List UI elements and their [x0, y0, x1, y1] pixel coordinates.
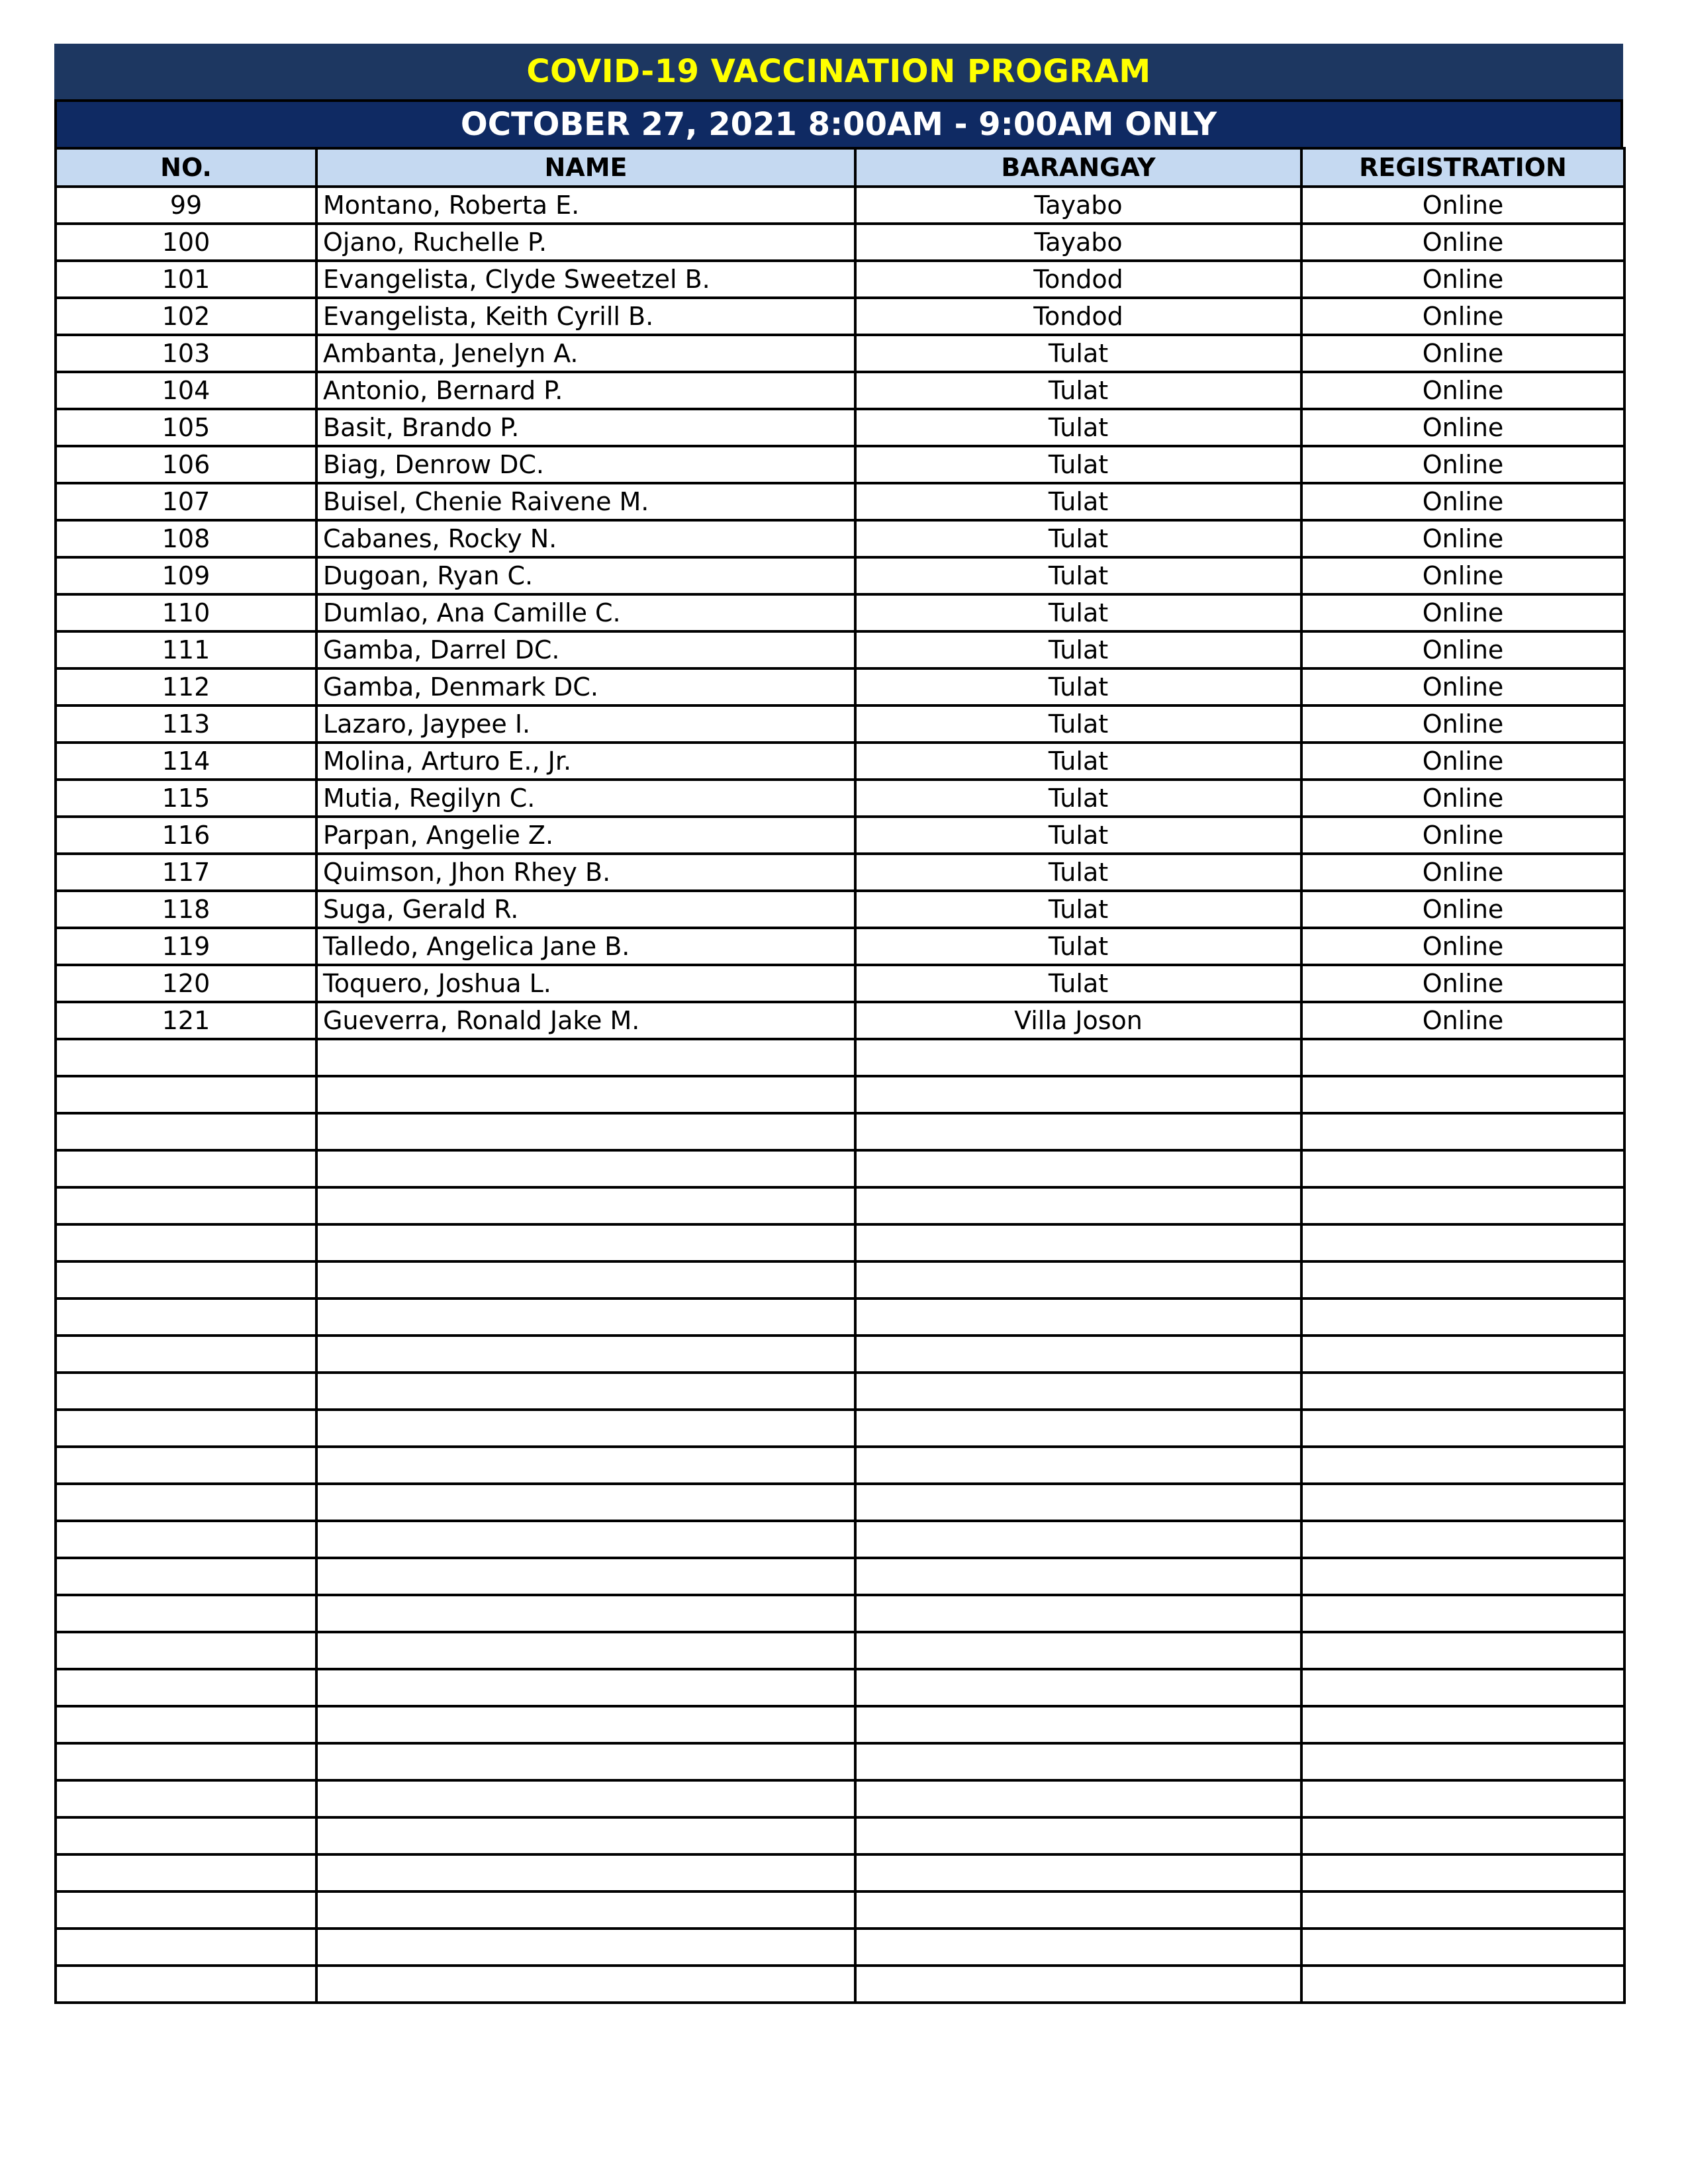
empty-cell-name	[316, 1224, 855, 1261]
empty-table-row	[56, 1410, 1624, 1447]
cell-registration: Online	[1301, 705, 1624, 743]
empty-cell-barangay	[855, 1484, 1301, 1521]
empty-cell-no	[56, 1298, 316, 1336]
table-row	[56, 705, 1624, 743]
empty-table-row	[56, 1187, 1624, 1224]
empty-table-row	[56, 1039, 1624, 1076]
empty-cell-registration	[1301, 1706, 1624, 1743]
cell-name: Buisel, Chenie Raivene M.	[316, 483, 855, 520]
cell-no: 113	[56, 705, 316, 743]
empty-cell-no	[56, 1743, 316, 1780]
empty-table-row	[56, 1743, 1624, 1780]
empty-table-row	[56, 1854, 1624, 1891]
empty-cell-no	[56, 1039, 316, 1076]
cell-name: Gamba, Denmark DC.	[316, 668, 855, 705]
empty-cell-registration	[1301, 1558, 1624, 1595]
empty-cell-barangay	[855, 1817, 1301, 1854]
empty-cell-registration	[1301, 1595, 1624, 1632]
cell-no: 107	[56, 483, 316, 520]
cell-registration: Online	[1301, 965, 1624, 1002]
empty-cell-barangay	[855, 1743, 1301, 1780]
empty-cell-barangay	[855, 1298, 1301, 1336]
empty-cell-no	[56, 1336, 316, 1373]
empty-table-row	[56, 1076, 1624, 1113]
empty-cell-barangay	[855, 1150, 1301, 1187]
cell-registration: Online	[1301, 409, 1624, 446]
empty-cell-name	[316, 1632, 855, 1669]
cell-registration: Online	[1301, 520, 1624, 557]
empty-cell-no	[56, 1669, 316, 1706]
empty-cell-no	[56, 1595, 316, 1632]
empty-table-row	[56, 1632, 1624, 1669]
cell-no: 114	[56, 743, 316, 780]
empty-cell-no	[56, 1966, 316, 2003]
cell-barangay: Tulat	[855, 780, 1301, 817]
empty-table-row	[56, 1150, 1624, 1187]
header-barangay: BARANGAY	[855, 148, 1301, 187]
empty-cell-name	[316, 1669, 855, 1706]
empty-cell-name	[316, 1595, 855, 1632]
cell-name: Dugoan, Ryan C.	[316, 557, 855, 594]
cell-name: Ambanta, Jenelyn A.	[316, 335, 855, 372]
empty-cell-registration	[1301, 1447, 1624, 1484]
empty-cell-no	[56, 1558, 316, 1595]
cell-barangay: Tulat	[855, 446, 1301, 483]
cell-registration: Online	[1301, 854, 1624, 891]
cell-no: 105	[56, 409, 316, 446]
program-title: COVID-19 VACCINATION PROGRAM	[54, 44, 1623, 99]
cell-no: 117	[56, 854, 316, 891]
cell-barangay: Tulat	[855, 409, 1301, 446]
cell-registration: Online	[1301, 187, 1624, 224]
empty-cell-registration	[1301, 1780, 1624, 1817]
header-no: NO.	[56, 148, 316, 187]
empty-cell-no	[56, 1187, 316, 1224]
empty-cell-registration	[1301, 1113, 1624, 1150]
empty-cell-no	[56, 1224, 316, 1261]
cell-registration: Online	[1301, 372, 1624, 409]
empty-cell-barangay	[855, 1669, 1301, 1706]
empty-cell-barangay	[855, 1706, 1301, 1743]
empty-cell-name	[316, 1298, 855, 1336]
cell-barangay: Tulat	[855, 631, 1301, 668]
empty-cell-barangay	[855, 1854, 1301, 1891]
cell-name: Dumlao, Ana Camille C.	[316, 594, 855, 631]
empty-cell-registration	[1301, 1076, 1624, 1113]
empty-cell-registration	[1301, 1521, 1624, 1558]
empty-cell-barangay	[855, 1224, 1301, 1261]
empty-cell-no	[56, 1632, 316, 1669]
empty-cell-barangay	[855, 1595, 1301, 1632]
empty-cell-name	[316, 1966, 855, 2003]
empty-table-row	[56, 1780, 1624, 1817]
cell-no: 120	[56, 965, 316, 1002]
cell-name: Evangelista, Clyde Sweetzel B.	[316, 261, 855, 298]
empty-cell-no	[56, 1484, 316, 1521]
empty-cell-name	[316, 1780, 855, 1817]
cell-name: Mutia, Regilyn C.	[316, 780, 855, 817]
cell-registration: Online	[1301, 335, 1624, 372]
cell-registration: Online	[1301, 261, 1624, 298]
cell-barangay: Villa Joson	[855, 1002, 1301, 1039]
table-row	[56, 928, 1624, 965]
empty-cell-name	[316, 1373, 855, 1410]
vaccination-sheet	[54, 44, 1623, 2004]
cell-name: Biag, Denrow DC.	[316, 446, 855, 483]
empty-cell-name	[316, 1336, 855, 1373]
cell-no: 104	[56, 372, 316, 409]
empty-cell-barangay	[855, 1966, 1301, 2003]
empty-table-row	[56, 1706, 1624, 1743]
table-header-row	[56, 148, 1624, 187]
empty-cell-no	[56, 1076, 316, 1113]
cell-name: Evangelista, Keith Cyrill B.	[316, 298, 855, 335]
empty-cell-registration	[1301, 1187, 1624, 1224]
cell-no: 110	[56, 594, 316, 631]
table-row	[56, 780, 1624, 817]
table-row	[56, 817, 1624, 854]
table-row	[56, 668, 1624, 705]
empty-table-row	[56, 1595, 1624, 1632]
empty-cell-name	[316, 1261, 855, 1298]
empty-cell-registration	[1301, 1854, 1624, 1891]
empty-cell-no	[56, 1891, 316, 1929]
cell-registration: Online	[1301, 891, 1624, 928]
cell-name: Basit, Brando P.	[316, 409, 855, 446]
empty-cell-no	[56, 1150, 316, 1187]
cell-no: 112	[56, 668, 316, 705]
cell-barangay: Tulat	[855, 483, 1301, 520]
empty-cell-no	[56, 1410, 316, 1447]
cell-registration: Online	[1301, 1002, 1624, 1039]
cell-no: 100	[56, 224, 316, 261]
cell-no: 102	[56, 298, 316, 335]
empty-cell-registration	[1301, 1336, 1624, 1373]
cell-name: Quimson, Jhon Rhey B.	[316, 854, 855, 891]
cell-no: 109	[56, 557, 316, 594]
cell-registration: Online	[1301, 780, 1624, 817]
empty-cell-registration	[1301, 1632, 1624, 1669]
cell-barangay: Tayabo	[855, 187, 1301, 224]
cell-barangay: Tulat	[855, 557, 1301, 594]
table-row	[56, 483, 1624, 520]
empty-cell-barangay	[855, 1187, 1301, 1224]
empty-cell-registration	[1301, 1224, 1624, 1261]
cell-name: Gamba, Darrel DC.	[316, 631, 855, 668]
empty-cell-barangay	[855, 1039, 1301, 1076]
cell-barangay: Tulat	[855, 668, 1301, 705]
cell-barangay: Tondod	[855, 261, 1301, 298]
cell-no: 116	[56, 817, 316, 854]
table-row	[56, 187, 1624, 224]
empty-cell-barangay	[855, 1336, 1301, 1373]
table-row	[56, 891, 1624, 928]
empty-cell-name	[316, 1039, 855, 1076]
cell-registration: Online	[1301, 743, 1624, 780]
cell-registration: Online	[1301, 483, 1624, 520]
header-registration: REGISTRATION	[1301, 148, 1624, 187]
empty-cell-name	[316, 1817, 855, 1854]
cell-no: 108	[56, 520, 316, 557]
empty-cell-barangay	[855, 1558, 1301, 1595]
empty-table-row	[56, 1113, 1624, 1150]
empty-cell-barangay	[855, 1447, 1301, 1484]
empty-cell-name	[316, 1891, 855, 1929]
empty-cell-name	[316, 1076, 855, 1113]
empty-cell-no	[56, 1706, 316, 1743]
empty-table-row	[56, 1558, 1624, 1595]
empty-cell-registration	[1301, 1669, 1624, 1706]
empty-table-row	[56, 1224, 1624, 1261]
cell-no: 111	[56, 631, 316, 668]
empty-cell-name	[316, 1521, 855, 1558]
schedule-banner: OCTOBER 27, 2021 8:00AM - 9:00AM ONLY	[54, 99, 1623, 147]
table-row	[56, 854, 1624, 891]
cell-no: 101	[56, 261, 316, 298]
cell-name: Talledo, Angelica Jane B.	[316, 928, 855, 965]
empty-cell-no	[56, 1817, 316, 1854]
cell-barangay: Tulat	[855, 743, 1301, 780]
empty-cell-registration	[1301, 1150, 1624, 1187]
registrant-table	[54, 147, 1626, 2004]
cell-barangay: Tulat	[855, 891, 1301, 928]
empty-table-row	[56, 1298, 1624, 1336]
empty-table-row	[56, 1336, 1624, 1373]
table-row	[56, 446, 1624, 483]
table-row	[56, 261, 1624, 298]
table-row	[56, 1002, 1624, 1039]
empty-cell-name	[316, 1113, 855, 1150]
empty-cell-no	[56, 1113, 316, 1150]
cell-name: Parpan, Angelie Z.	[316, 817, 855, 854]
empty-cell-barangay	[855, 1410, 1301, 1447]
empty-cell-registration	[1301, 1484, 1624, 1521]
empty-cell-barangay	[855, 1261, 1301, 1298]
empty-cell-no	[56, 1447, 316, 1484]
empty-cell-name	[316, 1706, 855, 1743]
table-body	[56, 187, 1624, 2003]
cell-barangay: Tulat	[855, 705, 1301, 743]
empty-cell-registration	[1301, 1410, 1624, 1447]
cell-no: 115	[56, 780, 316, 817]
header-name: NAME	[316, 148, 855, 187]
empty-cell-name	[316, 1484, 855, 1521]
table-row	[56, 298, 1624, 335]
cell-no: 99	[56, 187, 316, 224]
cell-name: Montano, Roberta E.	[316, 187, 855, 224]
cell-no: 106	[56, 446, 316, 483]
empty-cell-name	[316, 1743, 855, 1780]
cell-no: 121	[56, 1002, 316, 1039]
cell-name: Ojano, Ruchelle P.	[316, 224, 855, 261]
table-row	[56, 335, 1624, 372]
empty-cell-name	[316, 1854, 855, 1891]
empty-cell-no	[56, 1261, 316, 1298]
empty-cell-name	[316, 1150, 855, 1187]
cell-barangay: Tulat	[855, 335, 1301, 372]
table-row	[56, 224, 1624, 261]
table-row	[56, 557, 1624, 594]
empty-cell-barangay	[855, 1373, 1301, 1410]
cell-barangay: Tulat	[855, 372, 1301, 409]
empty-cell-no	[56, 1780, 316, 1817]
table-row	[56, 965, 1624, 1002]
cell-name: Antonio, Bernard P.	[316, 372, 855, 409]
table-row	[56, 520, 1624, 557]
empty-cell-name	[316, 1410, 855, 1447]
cell-registration: Online	[1301, 928, 1624, 965]
empty-cell-registration	[1301, 1039, 1624, 1076]
empty-cell-no	[56, 1373, 316, 1410]
empty-cell-registration	[1301, 1929, 1624, 1966]
cell-registration: Online	[1301, 446, 1624, 483]
cell-registration: Online	[1301, 557, 1624, 594]
cell-registration: Online	[1301, 298, 1624, 335]
empty-table-row	[56, 1261, 1624, 1298]
empty-table-row	[56, 1484, 1624, 1521]
empty-table-row	[56, 1891, 1624, 1929]
empty-cell-registration	[1301, 1817, 1624, 1854]
cell-barangay: Tondod	[855, 298, 1301, 335]
empty-table-row	[56, 1521, 1624, 1558]
empty-cell-barangay	[855, 1521, 1301, 1558]
cell-no: 119	[56, 928, 316, 965]
empty-cell-barangay	[855, 1632, 1301, 1669]
cell-no: 103	[56, 335, 316, 372]
empty-cell-name	[316, 1447, 855, 1484]
empty-table-row	[56, 1373, 1624, 1410]
empty-table-row	[56, 1817, 1624, 1854]
empty-cell-barangay	[855, 1076, 1301, 1113]
cell-barangay: Tayabo	[855, 224, 1301, 261]
empty-cell-name	[316, 1929, 855, 1966]
empty-table-row	[56, 1447, 1624, 1484]
cell-name: Toquero, Joshua L.	[316, 965, 855, 1002]
cell-barangay: Tulat	[855, 928, 1301, 965]
cell-registration: Online	[1301, 668, 1624, 705]
empty-table-row	[56, 1966, 1624, 2003]
empty-cell-registration	[1301, 1966, 1624, 2003]
empty-cell-registration	[1301, 1298, 1624, 1336]
empty-cell-no	[56, 1854, 316, 1891]
cell-barangay: Tulat	[855, 965, 1301, 1002]
empty-cell-registration	[1301, 1743, 1624, 1780]
cell-barangay: Tulat	[855, 520, 1301, 557]
cell-name: Lazaro, Jaypee I.	[316, 705, 855, 743]
cell-registration: Online	[1301, 817, 1624, 854]
cell-barangay: Tulat	[855, 594, 1301, 631]
empty-cell-barangay	[855, 1929, 1301, 1966]
cell-barangay: Tulat	[855, 854, 1301, 891]
cell-no: 118	[56, 891, 316, 928]
empty-cell-barangay	[855, 1113, 1301, 1150]
table-row	[56, 372, 1624, 409]
cell-registration: Online	[1301, 594, 1624, 631]
table-row	[56, 743, 1624, 780]
empty-cell-barangay	[855, 1891, 1301, 1929]
cell-barangay: Tulat	[855, 817, 1301, 854]
empty-cell-name	[316, 1558, 855, 1595]
table-row	[56, 594, 1624, 631]
empty-cell-name	[316, 1187, 855, 1224]
empty-table-row	[56, 1669, 1624, 1706]
empty-cell-no	[56, 1521, 316, 1558]
empty-cell-no	[56, 1929, 316, 1966]
cell-name: Molina, Arturo E., Jr.	[316, 743, 855, 780]
cell-name: Cabanes, Rocky N.	[316, 520, 855, 557]
cell-registration: Online	[1301, 224, 1624, 261]
empty-cell-registration	[1301, 1373, 1624, 1410]
empty-cell-registration	[1301, 1891, 1624, 1929]
cell-name: Gueverra, Ronald Jake M.	[316, 1002, 855, 1039]
table-row	[56, 631, 1624, 668]
cell-registration: Online	[1301, 631, 1624, 668]
cell-name: Suga, Gerald R.	[316, 891, 855, 928]
empty-cell-registration	[1301, 1261, 1624, 1298]
table-row	[56, 409, 1624, 446]
empty-table-row	[56, 1929, 1624, 1966]
empty-cell-barangay	[855, 1780, 1301, 1817]
